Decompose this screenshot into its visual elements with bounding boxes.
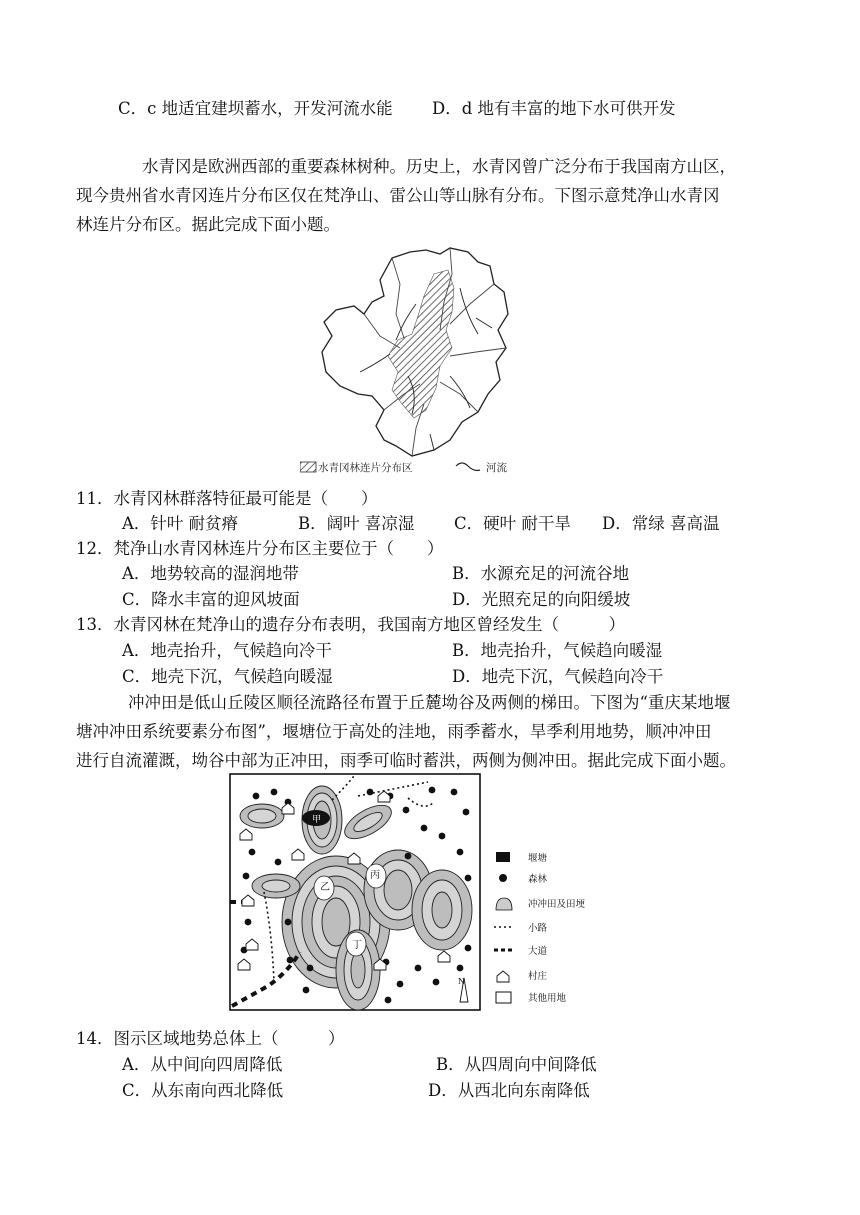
legend-label-forest: 森林 xyxy=(528,874,548,885)
label-ding: 丁 xyxy=(352,940,362,951)
tree-icon xyxy=(397,981,404,988)
q11-option-c: C．硬叶 耐干旱 xyxy=(454,514,571,533)
svg-text:N: N xyxy=(458,977,465,986)
q11-option-a: A．针叶 耐贫瘠 xyxy=(122,514,239,533)
q13-option-b: B．地壳抬升，气候趋向暖湿 xyxy=(452,641,663,660)
q13-option-a: A．地壳抬升，气候趋向冷干 xyxy=(122,641,332,660)
legend-hatch-swatch xyxy=(300,462,316,472)
label-jia: 甲 xyxy=(312,815,322,825)
tree-icon xyxy=(451,789,458,796)
q13-stem: 13．水青冈林在梵净山的遗存分布表明，我国南方地区曾经发生（ ） xyxy=(76,615,625,634)
river-symbol-icon xyxy=(456,463,480,471)
option-d: D．d 地有丰富的地下水可供开发 xyxy=(432,99,676,118)
tree-icon xyxy=(285,919,292,926)
tree-icon xyxy=(421,825,428,832)
q14-option-d: D．从西北向东南降低 xyxy=(428,1081,590,1100)
tree-icon xyxy=(433,979,440,986)
passage-1 xyxy=(76,152,776,239)
tree-icon xyxy=(463,809,470,816)
legend-other-swatch xyxy=(496,992,511,1003)
tree-icon xyxy=(367,789,374,796)
q12-option-a: A．地势较高的湿润地带 xyxy=(122,564,299,583)
house-icon xyxy=(497,971,509,982)
fanjingshan-map xyxy=(300,244,530,480)
tree-icon xyxy=(245,919,252,926)
q13-option-d: D．地壳下沉，气候趋向冷干 xyxy=(452,667,664,686)
terrace-map xyxy=(228,772,588,1012)
legend-label-other: 其他用地 xyxy=(528,993,567,1004)
option-c: C．c 地适宜建坝蓄水，开发河流水能 xyxy=(118,99,393,118)
passage-2-line: 进行自流灌溉，坳谷中部为正冲田，雨季可临时蓄洪，两侧为侧冲田。据此完成下面小题。 xyxy=(76,751,736,770)
label-yi: 乙 xyxy=(320,882,330,893)
tree-icon xyxy=(457,965,464,972)
legend-river-label: 河流 xyxy=(486,462,507,474)
tree-icon xyxy=(385,997,392,1004)
tree-icon xyxy=(303,987,310,994)
tree-icon xyxy=(243,873,250,880)
tree-icon xyxy=(307,965,314,972)
tree-icon xyxy=(499,874,507,882)
passage-2-line: 冲冲田是低山丘陵区顺径流路径布置于丘麓坳谷及两侧的梯田。下图为“重庆某地堰 xyxy=(128,693,731,712)
passage-1-line: 林连片分布区。据此完成下面小题。 xyxy=(76,215,340,234)
tree-icon xyxy=(253,793,260,800)
legend-label-terrace: 冲冲田及田埂 xyxy=(528,899,586,910)
tree-icon xyxy=(403,807,410,814)
q14-option-c: C．从东南向西北降低 xyxy=(122,1081,284,1100)
passage-1-line: 现今贵州省水青冈连片分布区仅在梵净山、雷公山等山脉有分布。下图示意梵净山水青冈 xyxy=(76,186,720,205)
legend-pond-swatch xyxy=(496,852,510,862)
tree-icon xyxy=(415,965,422,972)
q12-option-b: B．水源充足的河流谷地 xyxy=(452,564,630,583)
q14-stem: 14．图示区域地势总体上（ ） xyxy=(76,1029,345,1048)
legend-label-pond: 堰塘 xyxy=(528,853,548,864)
q11-option-b: B．阔叶 喜凉湿 xyxy=(298,514,415,533)
legend-label-road: 大道 xyxy=(528,946,548,957)
legend-terrace-swatch xyxy=(496,898,512,910)
tree-icon xyxy=(271,789,278,796)
q12-stem: 12．梵净山水青冈林连片分布区主要位于（ ） xyxy=(76,539,444,558)
tree-icon xyxy=(405,853,412,860)
legend-label-village: 村庄 xyxy=(528,971,548,982)
tree-icon xyxy=(465,945,472,952)
q12-option-d: D．光照充足的向阳缓坡 xyxy=(452,590,631,609)
tree-icon xyxy=(429,787,436,794)
legend xyxy=(494,852,586,1004)
passage-1-line: 水青冈是欧洲西部的重要森林树种。历史上，水青冈曾广泛分布于我国南方山区， xyxy=(142,157,736,176)
tree-icon xyxy=(249,849,256,856)
q12-option-c: C．降水丰富的迎风坡面 xyxy=(122,590,300,609)
label-bing: 丙 xyxy=(370,870,380,881)
legend-label-trail: 小路 xyxy=(528,923,548,934)
q14-option-b: B．从四周向中间降低 xyxy=(436,1055,597,1074)
q14-option-a: A．从中间向四周降低 xyxy=(122,1055,283,1074)
tree-icon xyxy=(287,957,294,964)
passage-2-line: 塘冲冲田系统要素分布图”，堰塘位于高处的洼地，雨季蓄水，旱季利用地势，顺冲冲田 xyxy=(76,722,712,741)
q13-option-c: C．地壳下沉，气候趋向暖湿 xyxy=(122,667,333,686)
tree-icon xyxy=(439,833,446,840)
tree-icon xyxy=(465,875,472,882)
q11-stem: 11．水青冈林群落特征最可能是（ ） xyxy=(76,489,378,508)
q11-option-d: D．常绿 喜高温 xyxy=(602,514,720,533)
legend-area-label: 水青冈林连片分布区 xyxy=(318,462,413,474)
tree-icon xyxy=(275,859,282,866)
tree-icon xyxy=(457,849,464,856)
passage-2 xyxy=(76,688,776,775)
